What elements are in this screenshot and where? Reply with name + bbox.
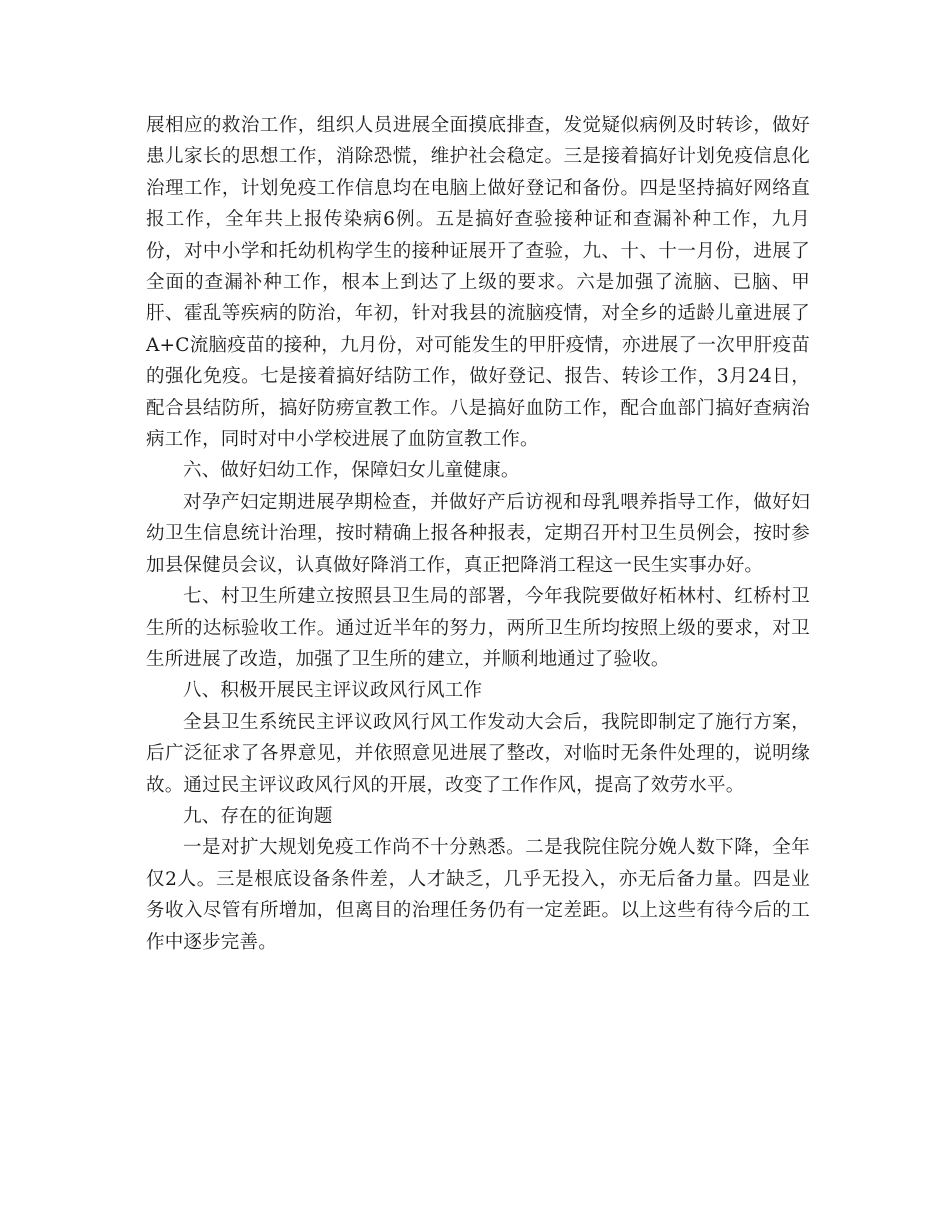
paragraph-democratic-review: 全县卫生系统民主评议政风行风工作发动大会后，我院即制定了施行方案，后广泛征求了各界意见，并依照意见进展了整改，对临时无条件处理的，说明缘故。通过民主评议政风行风的开展，改变了工作作风，提高了效劳水平。 [146, 711, 810, 796]
paragraph-village-clinic: 七、村卫生所建立按照县卫生局的部署，今年我院要做好柘林村、红桥村卫生所的达标验收工作。通过近半年的努力，两所卫生所均按照上级的要求，对卫生所进展了改造，加强了卫生所的建立，并顺利地通过了验收。 [146, 586, 810, 670]
section-heading-nine: 九、存在的征询题 [183, 805, 333, 827]
section-heading-six: 六、做好妇幼工作，保障妇女儿童健康。 [183, 460, 520, 482]
section-heading-eight: 八、积极开展民主评议政风行风工作 [183, 680, 483, 702]
paragraph-existing-problems: 一是对扩大规划免疫工作尚不十分熟悉。二是我院住院分娩人数下降，全年仅2人。三是根底设备条件差，人才缺乏，几乎无投入，亦无后备力量。四是业务收入尽管有所增加，但离目的治理任务仍有一定差距。以上这些有待今后的工作中逐步完善。 [146, 837, 810, 953]
paragraph-continuation: 展相应的救治工作，组织人员进展全面摸底排查，发觉疑似病例及时转诊，做好患儿家长的思想工作，消除恐慌，维护社会稳定。三是接着搞好计划免疫信息化治理工作，计划免疫工作信息均在电脑上做好登记和备份。四是坚持搞好网络直报工作，全年共上报传染病6例。五是搞好查验接种证和查漏补种工作，九月份，对中小学和托幼机构学生的接种证展开了查验，九、十、十一月份，进展了全面的查漏补种工作，根本上到达了上级的要求。六是加强了流脑、已脑、甲肝、霍乱等疾病的防治，年初，针对我县的流脑疫情，对全乡的适龄儿童进展了A+C流脑疫苗的接种，九月份，对可能发生的甲肝疫情，亦进展了一次甲肝疫苗的强化免疫。七是接着搞好结防工作，做好登记、报告、转诊工作，3月24日，配合县结防所，搞好防痨宣教工作。八是搞好血防工作，配合血部门搞好查病治病工作，同时对中小学校进展了血防宣教工作。 [146, 115, 810, 451]
document-body [146, 110, 810, 958]
paragraph-maternal-child-health: 对孕产妇定期进展孕期检查，并做好产后访视和母乳喂养指导工作，做好妇幼卫生信息统计治理，按时精确上报各种报表，定期召开村卫生员例会，按时参加县保健员会议，认真做好降消工作，真正把降消工程这一民生实事办好。 [146, 491, 810, 576]
